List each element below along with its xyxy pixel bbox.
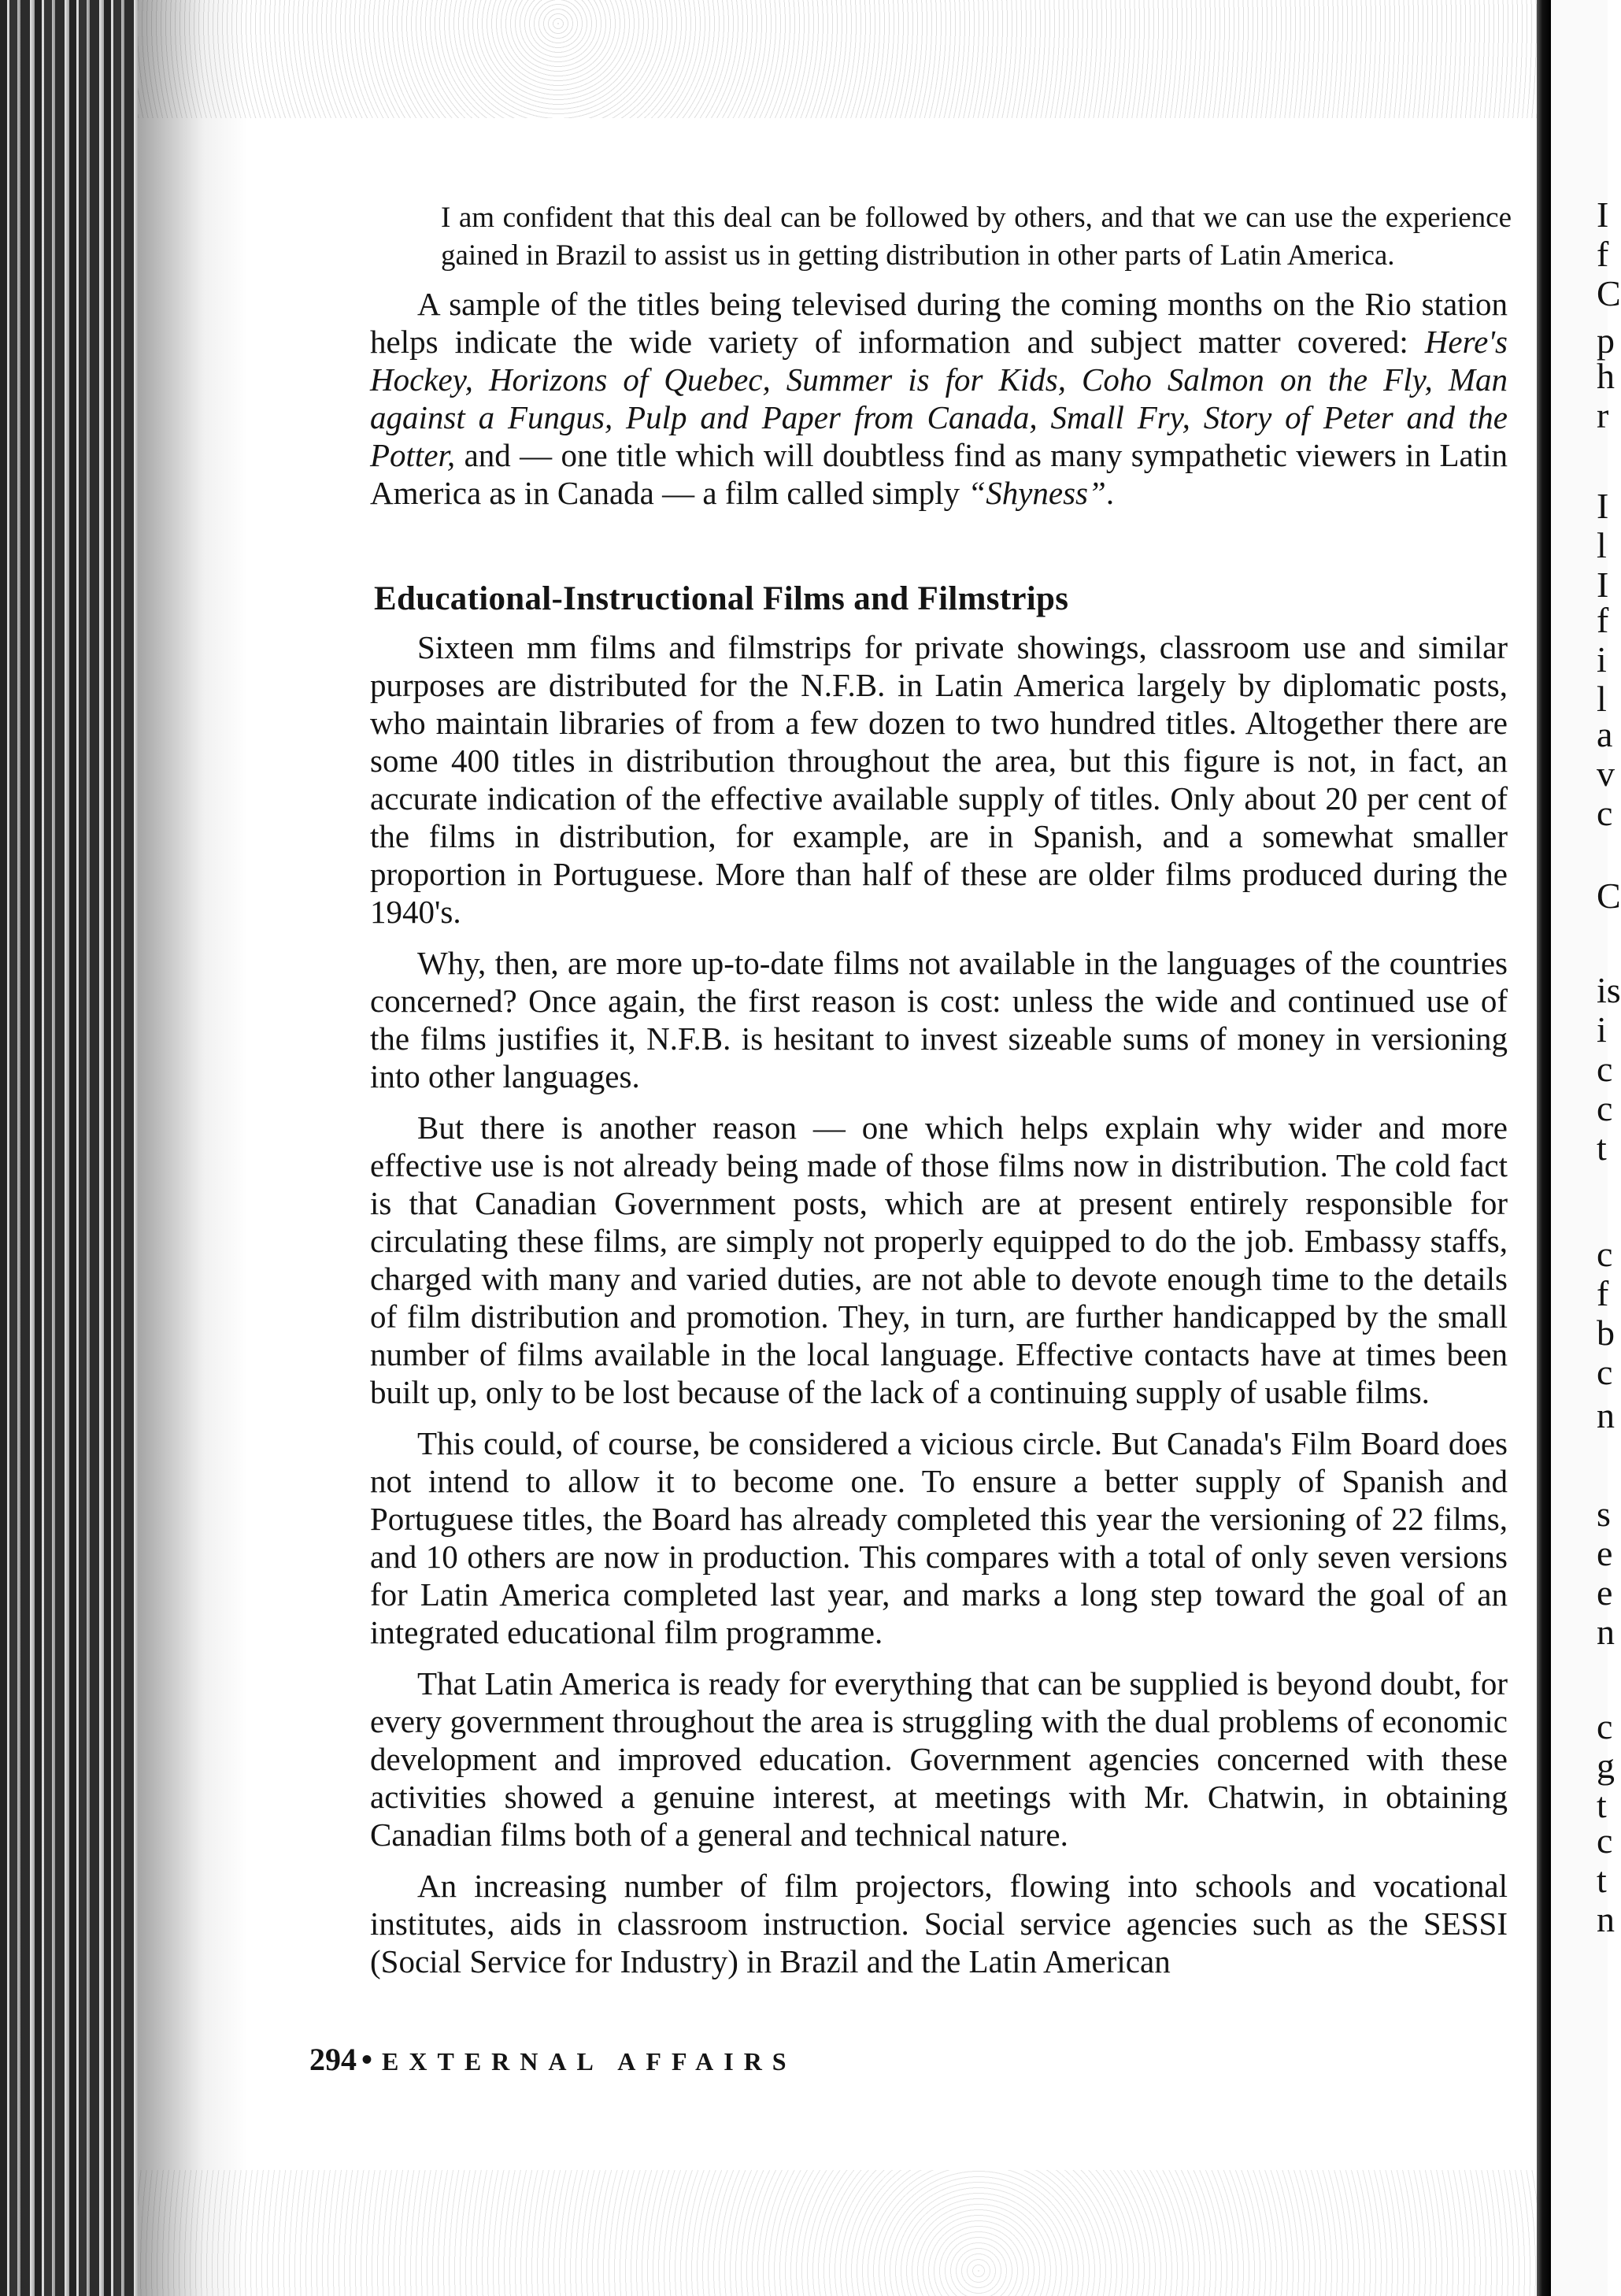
facing-page-fragment: l bbox=[1597, 525, 1607, 565]
lead-paragraph: I am confident that this deal can be followed by others, and that we can use the experience gained in Brazil to assist us in getting distribution in other parts of Latin America. bbox=[441, 202, 1512, 272]
facing-page-fragment: n bbox=[1597, 1612, 1615, 1652]
facing-page-fragment: h bbox=[1597, 356, 1615, 396]
facing-page-fragment: t bbox=[1597, 1860, 1607, 1900]
facing-page-fragment: s bbox=[1597, 1494, 1611, 1534]
facing-page-fragment: c bbox=[1597, 1234, 1613, 1274]
facing-page-fragment: b bbox=[1597, 1313, 1615, 1353]
facing-page-fragment: c bbox=[1597, 1352, 1613, 1392]
facing-page-fragment: a bbox=[1597, 714, 1613, 754]
titles-text-before: A sample of the titles being televised during the coming months on the Rio station helps indicate the wide variety of information and subject matter covered: bbox=[370, 286, 1508, 360]
paragraph-distribution: Sixteen mm films and filmstrips for private showings, classroom use and similar purposes are distributed for the N.F.B. in Latin America largely by diplomatic posts, who maintain libraries of from a few dozen to two hundred titles. Altogether there are some 400 titles in distribution throughout the area, but this figure is not, in fact, an accurate indication of the effective available supply of titles. Only about 20 per cent of the films in distribution, for example, are in Spanish, and a somewhat smaller proportion in Portuguese. More than half of these are older films produced during the 1940's. bbox=[370, 629, 1508, 930]
facing-page-fragment: I bbox=[1597, 565, 1609, 605]
journal-title: EXTERNAL AFFAIRS bbox=[382, 2047, 797, 2076]
titles-text-end: . bbox=[1105, 475, 1115, 511]
scan-noise-bottom bbox=[138, 2170, 1539, 2296]
footer-bullet: • bbox=[361, 2042, 373, 2077]
facing-page-fragment: c bbox=[1597, 1088, 1613, 1128]
section-heading: Educational-Instructional Films and Filmstrips bbox=[374, 580, 1069, 617]
section-body bbox=[370, 628, 1508, 1994]
facing-page-fragment: I bbox=[1597, 486, 1609, 526]
facing-page-fragment: c bbox=[1597, 1049, 1613, 1089]
facing-page-fragment: t bbox=[1597, 1785, 1607, 1825]
facing-page-fragment: C bbox=[1597, 273, 1621, 313]
facing-page-fragment: r bbox=[1597, 395, 1609, 435]
facing-page-fragment: p bbox=[1597, 320, 1615, 361]
page-number: 294 bbox=[309, 2042, 357, 2077]
facing-page-fragment: t bbox=[1597, 1128, 1607, 1168]
facing-page-fragment: c bbox=[1597, 1706, 1613, 1746]
film-titles: Here's Hockey, Horizons of Quebec, Summer is for Kids, Coho Salmon on the Fly, Man against a Fungus, Pulp and Paper from Canada, Small Fry, Story of Peter and the Potter, bbox=[370, 324, 1508, 473]
final-film-title: “Shyness” bbox=[968, 475, 1106, 511]
gutter-shadow bbox=[138, 0, 248, 2296]
facing-page-fragment: n bbox=[1597, 1395, 1615, 1435]
titles-text-middle: and — one title which will doubtless find as many sympathetic viewers in Latin America as in Canada — a film called simply bbox=[370, 437, 1508, 511]
paragraph-posts: But there is another reason — one which helps explain why wider and more effective use is not already being made of those films now in distribution. The cold fact is that Canadian Government posts, which are at present entirely responsible for circulating these films, are simply not properly equipped to do the job. Embassy staffs, charged with many and varied duties, are not able to devote enough time to the details of film distribution and promotion. They, in turn, are further handicapped by the small number of films available in the local language. Effective contacts have at times been built up, only to be lost because of the lack of a continuing supply of usable films. bbox=[370, 1109, 1508, 1410]
facing-page-fragment: f bbox=[1597, 1273, 1609, 1313]
titles-paragraph bbox=[370, 285, 1508, 512]
facing-page-fragment: is bbox=[1597, 970, 1621, 1010]
facing-page-fragment: c bbox=[1597, 793, 1613, 833]
page-footer bbox=[309, 2041, 797, 2078]
facing-page-fragment: f bbox=[1597, 234, 1609, 274]
facing-page-fragment: e bbox=[1597, 1533, 1613, 1573]
facing-page-fragment: c bbox=[1597, 1820, 1613, 1861]
facing-page-fragment: v bbox=[1597, 754, 1615, 794]
facing-page-fragment: e bbox=[1597, 1572, 1613, 1613]
paragraph-latin-america-ready: That Latin America is ready for everything that can be supplied is beyond doubt, for every government throughout the area is struggling with the dual problems of economic development and improved education. Government agencies concerned with these activities showed a genuine interest, at meetings with Mr. Chatwin, in obtaining Canadian films both of a general and technical nature. bbox=[370, 1665, 1508, 1853]
facing-page-fragment: l bbox=[1597, 679, 1607, 719]
paragraph-vicious-circle: This could, of course, be considered a vicious circle. But Canada's Film Board does not intend to allow it to become one. To ensure a better supply of Spanish and Portuguese titles, the Board has already completed this year the versioning of 22 films, and 10 others are now in production. This compares with a total of only seven versions for Latin America completed last year, and marks a long step toward the goal of an integrated educational film programme. bbox=[370, 1425, 1508, 1650]
facing-page-fragment: I bbox=[1597, 194, 1609, 235]
binding-gutter bbox=[0, 0, 138, 2296]
facing-page-fragment: g bbox=[1597, 1746, 1615, 1786]
facing-page-fragment: i bbox=[1597, 639, 1607, 680]
paragraph-cost: Why, then, are more up-to-date films not available in the languages of the countries concerned? Once again, the first reason is cost: unless the wide and continued use of the films justifies it, N.F.B. is hesitant to invest sizeable sums of money in versioning into other languages. bbox=[370, 945, 1508, 1094]
facing-page-fragment: f bbox=[1597, 600, 1609, 640]
facing-page-fragment: C bbox=[1597, 876, 1621, 916]
facing-page-fragment: i bbox=[1597, 1009, 1607, 1050]
titles-paragraph-block bbox=[370, 285, 1508, 512]
page-edge-shadow bbox=[1537, 0, 1551, 2296]
paragraph-projectors: An increasing number of film projectors, flowing into schools and vocational institutes, aids in classroom instruction. Social service agencies such as the SESSI (Social Service for Industry) in Brazil and the Latin American bbox=[370, 1868, 1508, 1979]
facing-page-fragment: n bbox=[1597, 1899, 1615, 1939]
scan-noise-top bbox=[138, 0, 1539, 118]
